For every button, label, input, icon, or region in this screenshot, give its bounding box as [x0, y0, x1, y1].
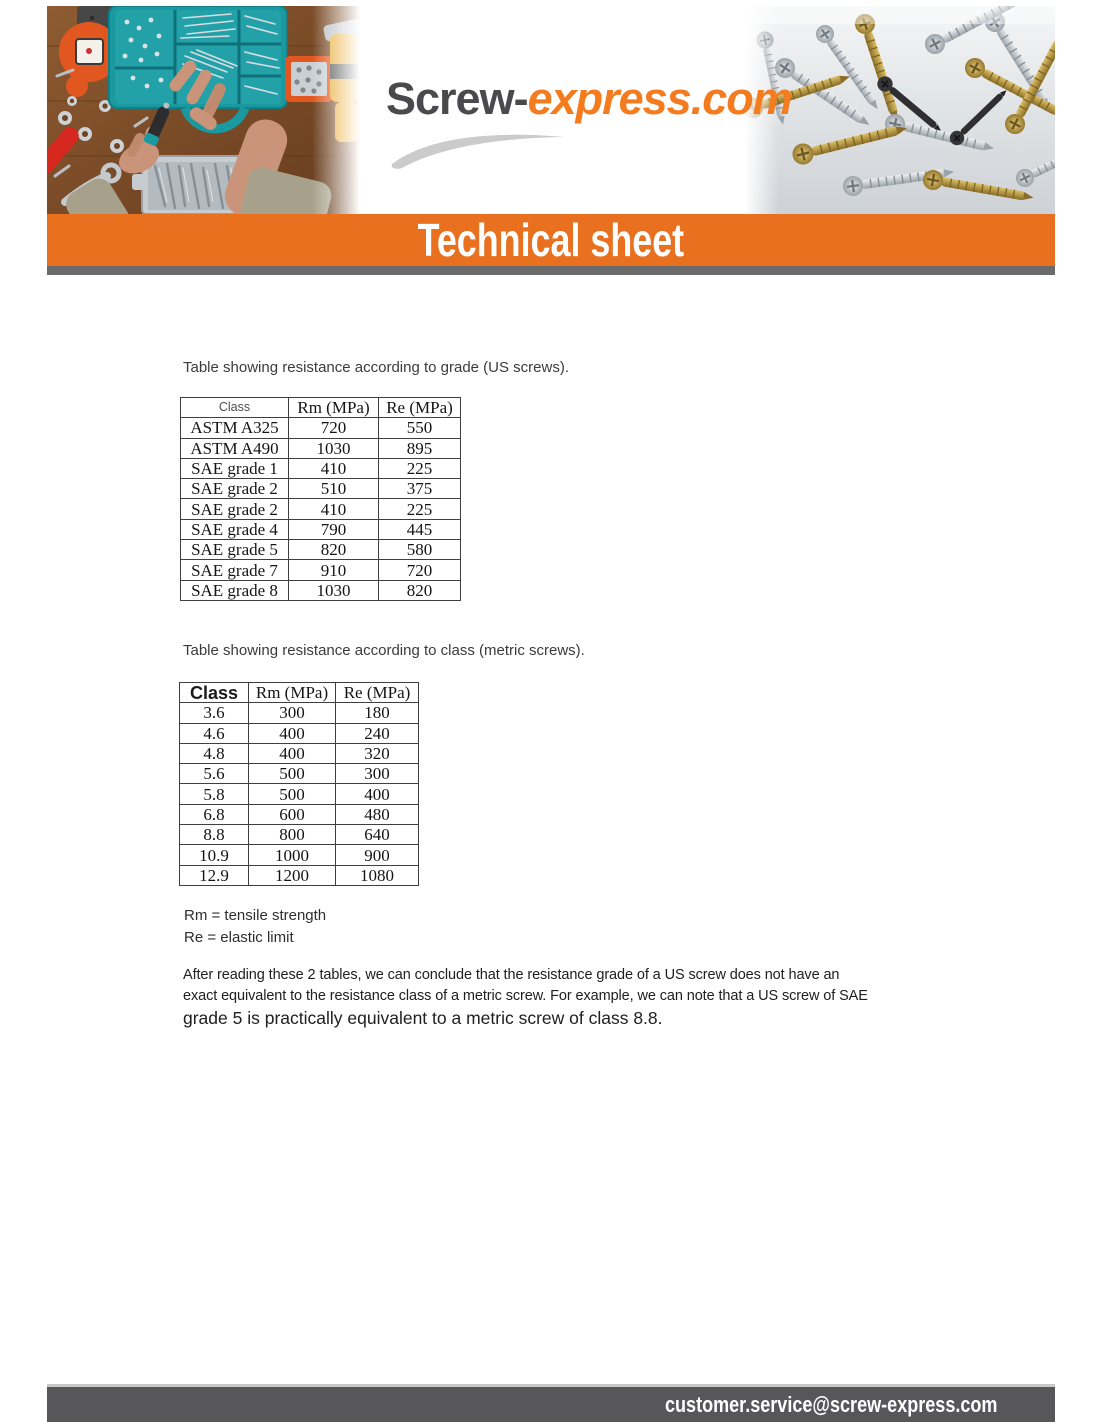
table-cell: 400 — [336, 784, 419, 804]
table-cell: 800 — [249, 825, 336, 845]
table-cell: SAE grade 2 — [181, 499, 289, 519]
table-row — [180, 743, 419, 763]
table-row — [181, 580, 461, 600]
column-header-re: Re (MPa) — [336, 683, 419, 703]
table-cell: 500 — [249, 784, 336, 804]
table-cell: 225 — [379, 499, 461, 519]
table-cell: 410 — [289, 499, 379, 519]
table-cell: 580 — [379, 540, 461, 560]
table-cell: 720 — [379, 560, 461, 580]
us-screws-table — [180, 397, 461, 601]
column-header-rm: Rm (MPa) — [249, 683, 336, 703]
table-row — [181, 479, 461, 499]
legend-re: Re = elastic limit — [184, 929, 294, 946]
table-cell: 510 — [289, 479, 379, 499]
table-cell: 600 — [249, 804, 336, 824]
logo-text-express: express.com — [527, 73, 792, 124]
table-cell: 550 — [379, 418, 461, 438]
table-cell: 400 — [249, 723, 336, 743]
table-row — [181, 438, 461, 458]
table-row — [181, 540, 461, 560]
logo-text-screw: Screw- — [386, 73, 528, 124]
logo-swoosh — [386, 124, 571, 172]
metric-table-caption: Table showing resistance according to class (metric screws). — [183, 642, 585, 659]
table-row — [180, 845, 419, 865]
table-cell: 1030 — [289, 438, 379, 458]
table-cell: SAE grade 4 — [181, 519, 289, 539]
table-row — [180, 804, 419, 824]
table-cell: 480 — [336, 804, 419, 824]
table-cell: 790 — [289, 519, 379, 539]
table-cell: 1030 — [289, 580, 379, 600]
table-cell: 5.6 — [180, 764, 249, 784]
table-row — [181, 499, 461, 519]
table-cell: ASTM A325 — [181, 418, 289, 438]
table-cell: 300 — [336, 764, 419, 784]
column-header-re: Re (MPa) — [379, 398, 461, 418]
table-row — [181, 560, 461, 580]
site-logo — [386, 73, 792, 124]
table-cell: SAE grade 7 — [181, 560, 289, 580]
column-header-class: Class — [180, 683, 249, 703]
table-cell: SAE grade 2 — [181, 479, 289, 499]
table-header-row — [181, 398, 461, 418]
table-cell: 410 — [289, 458, 379, 478]
table-row — [180, 865, 419, 885]
table-cell: 6.8 — [180, 804, 249, 824]
table-cell: 4.8 — [180, 743, 249, 763]
table-cell: 225 — [379, 458, 461, 478]
table-cell: 820 — [379, 580, 461, 600]
table-row — [180, 723, 419, 743]
table-cell: 10.9 — [180, 845, 249, 865]
banner-underline — [47, 266, 1055, 275]
table-cell: 8.8 — [180, 825, 249, 845]
paragraph-line: After reading these 2 tables, we can conclude that the resistance grade of a US screw does not have an — [183, 967, 840, 983]
legend-rm: Rm = tensile strength — [184, 907, 327, 924]
table-cell: 820 — [289, 540, 379, 560]
conclusion-paragraph — [183, 965, 868, 1030]
table-row — [181, 418, 461, 438]
table-row — [180, 825, 419, 845]
table-cell: 500 — [249, 764, 336, 784]
title-banner — [47, 214, 1055, 266]
table-row — [180, 764, 419, 784]
table-cell: 1000 — [249, 845, 336, 865]
table-row — [180, 703, 419, 723]
table-cell: 320 — [336, 743, 419, 763]
table-cell: SAE grade 1 — [181, 458, 289, 478]
table-cell: 720 — [289, 418, 379, 438]
column-header-class: Class — [181, 398, 289, 418]
table-cell: 240 — [336, 723, 419, 743]
table-cell: 1200 — [249, 865, 336, 885]
metric-screws-table — [179, 682, 419, 886]
table-cell: 895 — [379, 438, 461, 458]
table-cell: 445 — [379, 519, 461, 539]
table-header-row — [180, 683, 419, 703]
page-title: Technical sheet — [417, 214, 685, 266]
paragraph-line: grade 5 is practically equivalent to a metric screw of class 8.8. — [183, 1008, 663, 1028]
abbreviation-legend — [184, 905, 326, 949]
table-cell: 900 — [336, 845, 419, 865]
paragraph-line: exact equivalent to the resistance class of a metric screw. For example, we can note that a US screw of SAE — [183, 987, 868, 1004]
table-cell: 1080 — [336, 865, 419, 885]
table-cell: SAE grade 5 — [181, 540, 289, 560]
table-cell: SAE grade 8 — [181, 580, 289, 600]
table-cell: ASTM A490 — [181, 438, 289, 458]
table-cell: 375 — [379, 479, 461, 499]
table-row — [181, 519, 461, 539]
customer-service-email: customer.service@screw-express.com — [664, 1391, 997, 1417]
table-cell: 910 — [289, 560, 379, 580]
table-row — [181, 458, 461, 478]
table-cell: 3.6 — [180, 703, 249, 723]
table-cell: 180 — [336, 703, 419, 723]
table-cell: 4.6 — [180, 723, 249, 743]
footer-bar — [47, 1384, 1055, 1422]
table-cell: 12.9 — [180, 865, 249, 885]
us-table-caption: Table showing resistance according to grade (US screws). — [183, 359, 570, 376]
column-header-rm: Rm (MPa) — [289, 398, 379, 418]
table-cell: 640 — [336, 825, 419, 845]
table-cell: 5.8 — [180, 784, 249, 804]
table-cell: 400 — [249, 743, 336, 763]
table-row — [180, 784, 419, 804]
table-cell: 300 — [249, 703, 336, 723]
workbench-photo — [47, 6, 360, 214]
